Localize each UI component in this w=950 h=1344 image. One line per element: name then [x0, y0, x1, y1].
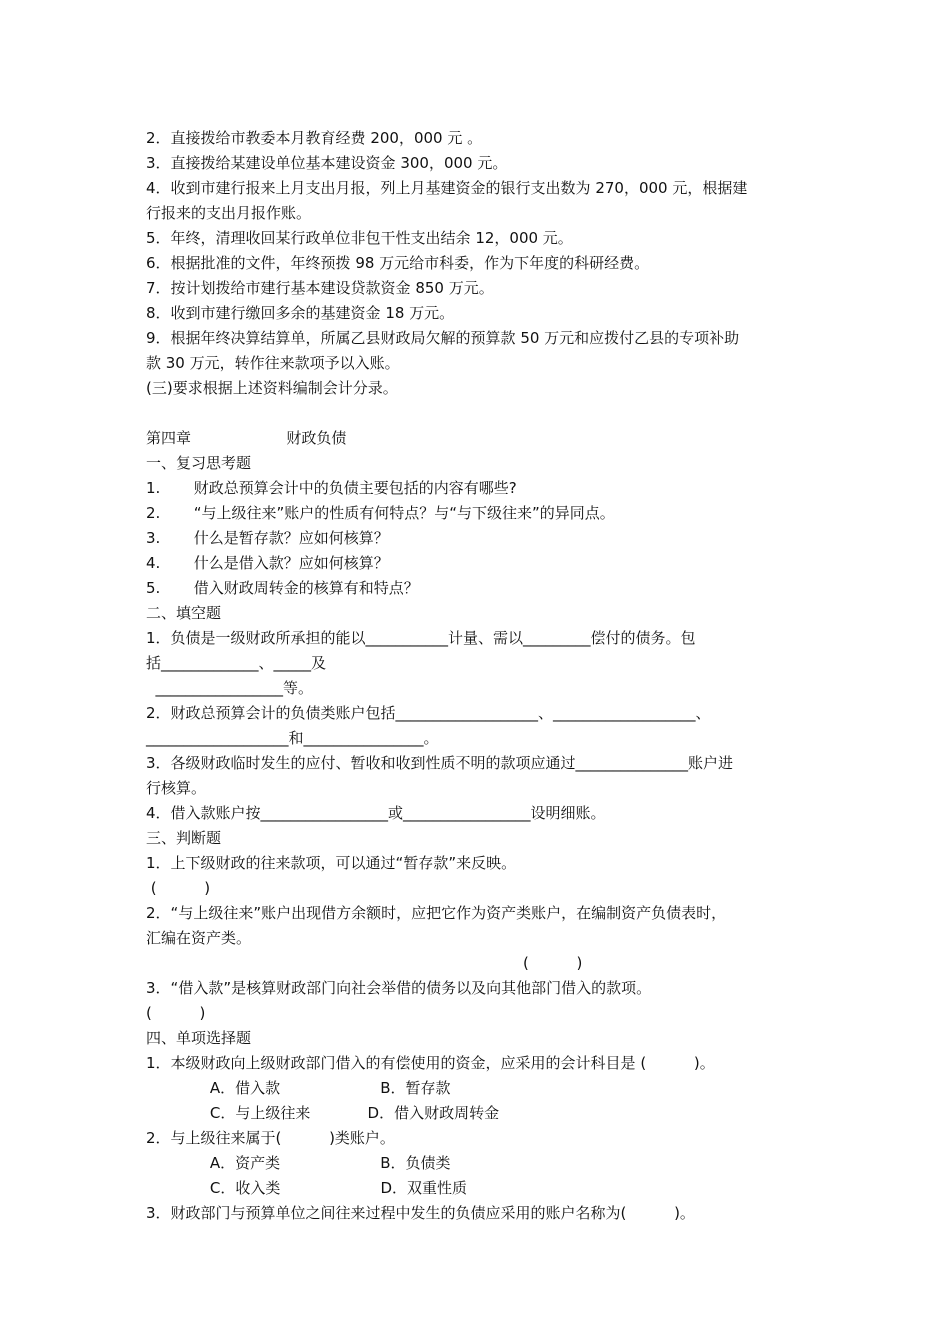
fill-question-3-line2: 行核算。: [146, 779, 207, 797]
choice-heading: 四、单项选择题: [146, 1029, 252, 1047]
choice-question-1-options-ab: A．借入款 B．暂存款: [186, 1079, 451, 1097]
judge-question-1-answer: ( ): [146, 879, 211, 897]
review-question-5: 5. 借入财政周转金的核算有和特点？: [146, 579, 419, 597]
fill-question-3-line1: 3．各级财政临时发生的应付、暂收和收到性质不明的款项应通过_______________账户进: [146, 754, 734, 772]
review-question-4: 4. 什么是借入款？应如何核算？: [146, 554, 389, 572]
review-question-1: 1. 财政总预算会计中的负债主要包括的内容有哪些?: [146, 479, 517, 497]
exercise-item-9-line1: 9．根据年终决算结算单，所属乙县财政局欠解的预算款 50 万元和应拨付乙县的专项补助: [146, 329, 740, 347]
exercise-item-2: 2．直接拨给市教委本月教育经费 200，000 元 。: [146, 129, 483, 147]
fill-question-2-line2: ___________________和________________。: [146, 729, 439, 747]
judge-question-1: 1．上下级财政的往来款项，可以通过“暂存款”来反映。: [146, 854, 517, 872]
fill-question-4: 4．借入款账户按_________________或_________________设明细账。: [146, 804, 606, 822]
choice-question-1-options-cd: C．与上级往来 D．借入财政周转金: [186, 1104, 500, 1122]
judge-question-2-answer: ( ): [523, 954, 583, 972]
fill-heading: 二、填空题: [146, 604, 222, 622]
choice-question-2-options-cd: C．收入类 D．双重性质: [186, 1179, 467, 1197]
choice-question-2: 2．与上级往来属于( )类账户。: [146, 1129, 395, 1147]
exercise-item-3: 3．直接拨给某建设单位基本建设资金 300，000 元。: [146, 154, 508, 172]
judge-question-3: 3．“借入款”是核算财政部门向社会举借的债务以及向其他部门借入的款项。: [146, 979, 652, 997]
fill-question-1-line3: _________________等。: [146, 679, 314, 697]
exercise-item-6: 6．根据批准的文件，年终预拨 98 万元给市科委，作为下年度的科研经费。: [146, 254, 650, 272]
choice-question-2-options-ab: A．资产类 B．负债类: [186, 1154, 451, 1172]
judge-question-2-line2: 汇编在资产类。: [146, 929, 252, 947]
exercise-item-5: 5．年终，清理收回某行政单位非包干性支出结余 12，000 元。: [146, 229, 573, 247]
review-question-2: 2. “与上级往来”账户的性质有何特点？与“与下级往来”的异同点。: [146, 504, 615, 522]
fill-question-1-line2: 括_____________、_____及: [146, 654, 327, 672]
fill-question-2-line1: 2．财政总预算会计的负债类账户包括___________________、___________________、: [146, 704, 711, 722]
fill-question-1-line1: 1．负债是一级财政所承担的能以___________计量、需以_________偿付的债务。包: [146, 629, 696, 647]
judge-heading: 三、判断题: [146, 829, 222, 847]
review-question-3: 3. 什么是暂存款？应如何核算？: [146, 529, 389, 547]
exercise-item-7: 7．按计划拨给市建行基本建设贷款资金 850 万元。: [146, 279, 494, 297]
exercise-item-4-line1: 4．收到市建行报来上月支出月报，列上月基建资金的银行支出数为 270，000 元，根据建: [146, 179, 748, 197]
exercise-requirement: (三)要求根据上述资料编制会计分录。: [146, 379, 398, 397]
exercise-item-9-line2: 款 30 万元，转作往来款项予以入账。: [146, 354, 400, 372]
judge-question-2-line1: 2．“与上级往来”账户出现借方余额时，应把它作为资产类账户，在编制资产负债表时，: [146, 904, 727, 922]
choice-question-3: 3．财政部门与预算单位之间往来过程中发生的负债应采用的账户名称为( )。: [146, 1204, 695, 1222]
exercise-item-8: 8．收到市建行缴回多余的基建资金 18 万元。: [146, 304, 455, 322]
exercise-item-4-line2: 行报来的支出月报作账。: [146, 204, 312, 222]
choice-question-1: 1．本级财政向上级财政部门借入的有偿使用的资金，应采用的会计科目是 ( )。: [146, 1054, 715, 1072]
judge-question-3-answer: ( ): [146, 1004, 206, 1022]
chapter-title: 第四章 财政负债: [146, 429, 347, 447]
review-heading: 一、复习思考题: [146, 454, 252, 472]
